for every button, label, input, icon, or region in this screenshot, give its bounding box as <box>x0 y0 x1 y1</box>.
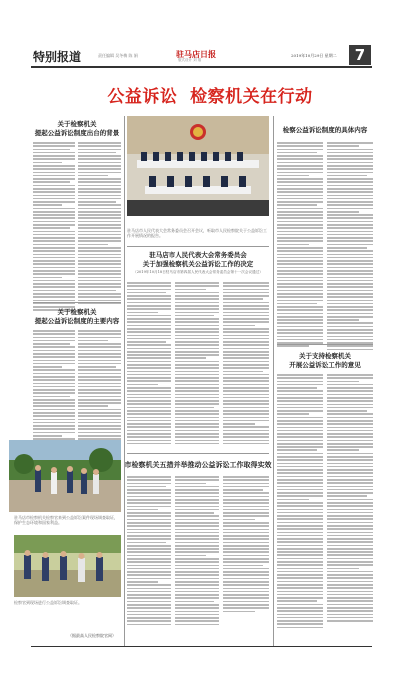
article-2-title: 关于检察机关 提起公益诉讼制度的主要内容 <box>34 308 120 325</box>
divider-left-center <box>124 116 125 646</box>
article-6-body-col2 <box>175 476 219 627</box>
footer-credit: （据最高人民检察院官网） <box>68 633 116 638</box>
article-2-body-mid <box>78 330 121 455</box>
masthead: 驻马店日报 <box>176 49 216 59</box>
article-5-body-right <box>327 374 373 623</box>
divider-article1-2 <box>33 302 121 303</box>
article-4-body-left <box>277 142 323 349</box>
article-2-body-left <box>33 330 75 455</box>
meeting-photo <box>127 116 269 216</box>
divider-article4-5 <box>277 344 373 345</box>
header-rule <box>31 66 372 68</box>
outdoor-photo <box>9 440 121 512</box>
article-3-note: （2019年10月18日驻马店市第四届人民代表大会常务委员会第十一次会议通过） <box>133 270 263 274</box>
meeting-photo-caption: 驻马店市人民代表大会常务委员会召开会议，听取市人民检察院关于公益诉讼工作开展情况的报告。 <box>127 228 267 238</box>
page-number: 7 <box>349 45 371 65</box>
divider-center-right <box>273 116 274 646</box>
editor-note: 责任编辑 吴冬梅 陈 娟 <box>98 53 138 58</box>
article-1-title: 关于检察机关 提起公益诉讼制度出台的背景 <box>34 120 120 137</box>
masthead-sub: 版式设计 刘 翔 <box>178 58 202 62</box>
page-header <box>0 0 415 70</box>
article-1-body-mid <box>78 142 121 306</box>
divider-article3-6 <box>127 453 269 454</box>
article-6-body-col1 <box>127 476 171 627</box>
article-4-body-right <box>327 142 373 352</box>
field-photo <box>14 535 121 597</box>
article-3-subtitle: 关于加强检察机关公益诉讼工作的决定 <box>142 260 254 268</box>
date-line: 2019年10月29日 星期二 <box>291 53 337 58</box>
banner-title: 公益诉讼 检察机关在行动 <box>107 87 313 107</box>
article-4-title: 检察公益诉讼制度的具体内容 <box>282 126 368 134</box>
divider-photo-article3 <box>127 246 269 247</box>
article-6-title: 市检察机关五措并举推动公益诉讼工作取得实效 <box>124 460 272 469</box>
field-photo-caption: 检察官到现场进行公益诉讼调查取证。 <box>14 600 82 605</box>
article-3-body-col2 <box>175 282 219 446</box>
article-3-body-col3 <box>223 282 269 446</box>
article-3-body-col1 <box>127 282 171 446</box>
article-3-title: 驻马店市人民代表大会常务委员会 <box>149 251 247 259</box>
article-5-body-left <box>277 374 323 630</box>
article-6-body-col3 <box>223 476 269 614</box>
footer-rule <box>31 646 372 647</box>
outdoor-photo-caption: 驻马店市检察机关检察官来到公益诉讼案件现场调查取证，保护生态环境和国家利益。 <box>14 515 118 525</box>
article-5-title: 关于支持检察机关 开展公益诉讼工作的意见 <box>289 352 361 369</box>
section-label: 特别报道 <box>33 50 82 64</box>
article-1-body-left <box>33 142 75 313</box>
